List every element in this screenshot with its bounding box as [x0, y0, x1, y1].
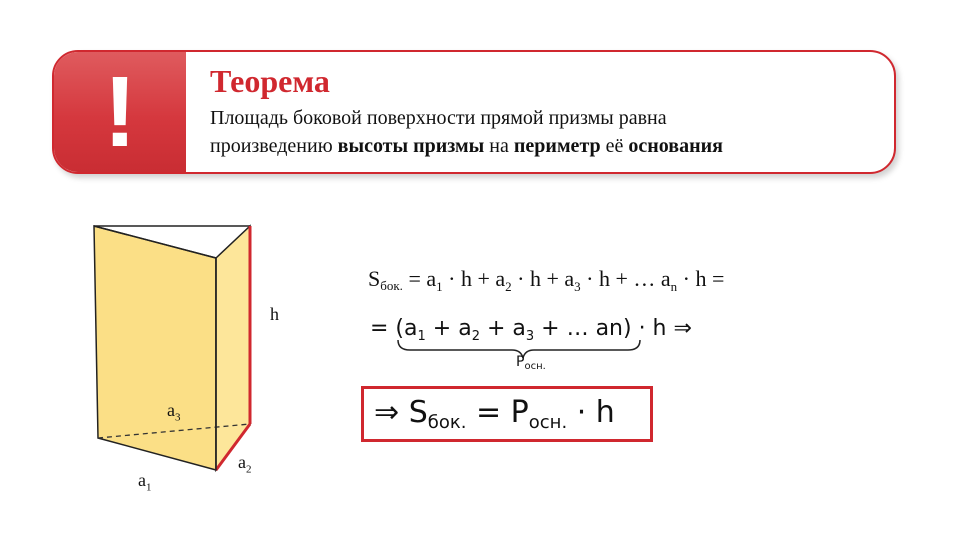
label-a2: $a_2$	[238, 452, 252, 476]
theorem-line-1: Площадь боковой поверхности прямой призмы равна	[210, 107, 667, 129]
label-a1: $a_1$	[138, 470, 152, 494]
result-formula-box	[361, 386, 653, 442]
theorem-title: Теорема	[210, 63, 330, 99]
theorem-line-2: произведению высоты призмы на периметр её основания	[210, 135, 723, 157]
formula-line-2: = ($a_1 + a_2 + a_3$ + … an) · h ⇒	[370, 316, 692, 344]
label-h: h	[270, 304, 279, 324]
result-formula: ⇒ $S_{бок.} = P_{осн.} \cdot h$	[374, 395, 615, 433]
formula-line-1: Sбок. = $a_1 \cdot h + a_2 \cdot h + a_3 \cdot h$ + … $a_n \cdot h$ =	[368, 266, 725, 294]
label-a3: $a_3$	[167, 400, 181, 424]
perimeter-label: $P_{осн.}$	[516, 354, 546, 372]
exclamation-icon: !	[54, 52, 186, 172]
